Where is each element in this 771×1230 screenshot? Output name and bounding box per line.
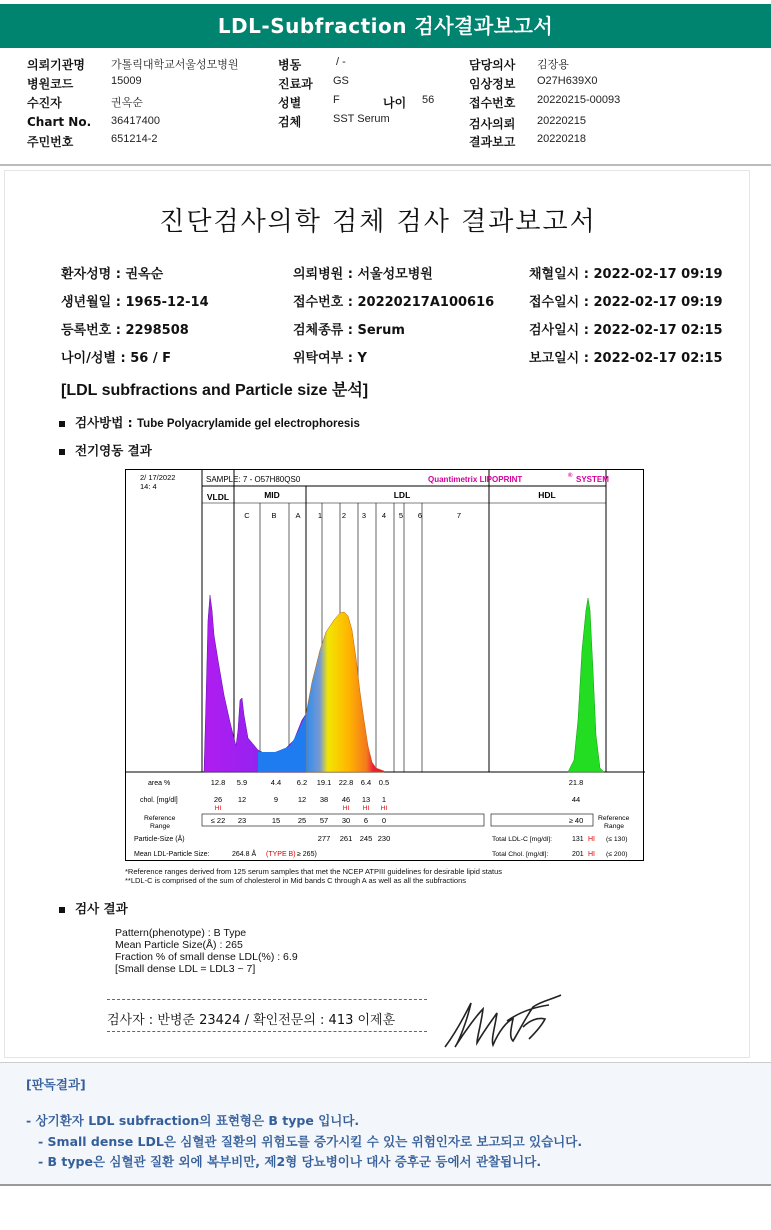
area-value: 0.5 [378,778,390,787]
value-clinical: O27H639X0 [537,75,598,87]
bullet-icon [59,421,65,427]
label-doctor: 담당의사 [469,58,516,72]
band-label: 6 [417,511,423,520]
info-birth: 생년월일 : 1965-12-14 [61,295,209,310]
area-value: 6.4 [360,778,372,787]
band-label: 1 [317,511,323,520]
info-reg-no: 등록번호 : 2298508 [61,323,189,338]
label-clinical: 임상정보 [469,77,516,91]
bullet-icon [59,907,65,913]
report-title: 진단검사의학 검체 검사 결과보고서 [159,207,597,237]
label-chart-no: Chart No. [27,115,92,129]
label-hospital-code: 병원코드 [27,77,74,91]
ref-label-right-2: Range [604,823,625,830]
total-ldl-label: Total LDL-C [mg/dl]: [492,836,553,843]
group-label: VLDL [206,492,230,502]
signature-top-line [107,999,427,1000]
area-value: 12.8 [210,778,226,787]
value-sex: F [333,94,340,106]
ref-value: 23 [237,816,247,825]
value-patient: 권옥순 [111,97,143,109]
divider [0,164,771,166]
electro-label: 전기영동 결과 [75,443,152,458]
result-summary [115,927,298,975]
area-value: 19.1 [316,778,332,787]
chart-brand-mark: ® [568,473,573,479]
ref-value: ≤ 22 [210,816,226,825]
interpretation-line-2: - Small dense LDL은 심혈관 질환의 위험도를 증가시킬 수 있는 위험인자로 보고되고 있습니다. [38,1134,583,1149]
chol-value: 46 [341,795,351,804]
row-label-chol: chol. [mg/dl] [140,797,178,804]
group-label: MID [264,490,280,500]
value-specimen: SST Serum [333,113,390,125]
info-test-time: 검사일시 : 2022-02-17 02:15 [529,323,723,338]
value-ward: / - [336,56,346,68]
chol-value: 12 [297,795,307,804]
group-label: HDL [538,490,556,500]
total-chol-label: Total Chol. [mg/dl]: [492,851,549,858]
value-doctor: 김장용 [537,59,569,71]
info-receipt-time: 접수일시 : 2022-02-17 09:19 [529,295,723,310]
area-value: 22.8 [338,778,354,787]
total-ldl-value: 131 [572,836,584,843]
mean-size-value: 264.8 Å [232,851,257,858]
row-label-area: area % [148,780,171,787]
mean-ref: ≥ 265) [297,851,317,858]
chol-value: 26 [213,795,223,804]
band-label: 7 [456,511,462,520]
band-label: B [271,511,277,520]
chol-value: 38 [319,795,329,804]
particle-value: 277 [317,834,331,843]
area-value: 5.9 [236,778,248,787]
band-label: 5 [398,511,404,520]
result-pattern: Pattern(phenotype) : B Type [115,927,247,939]
band-label: A [295,511,301,520]
ref-value: 15 [271,816,281,825]
result-line [59,899,128,917]
band-label: 2 [341,511,347,520]
chol-value: 12 [237,795,247,804]
method-label: 검사방법 : [75,415,138,430]
label-institution: 의뢰기관명 [27,58,85,72]
chol-value: 1 [381,795,387,804]
label-result-report: 결과보고 [469,135,516,149]
total-chol-flag: HI [588,851,595,858]
value-result-report: 20220218 [537,133,586,145]
electrophoresis-svg [126,470,645,862]
ref-value: 30 [341,816,351,825]
electrophoresis-chart [125,469,644,861]
row-label-ref: Reference [144,815,176,822]
method-value: Tube Polyacrylamide gel electrophoresis [137,418,360,430]
chart-brand: Quantimetrix LIPOPRINT [428,475,523,484]
area-value: 4.4 [270,778,282,787]
report-banner: LDL-Subfraction 검사결과보고서 [0,4,771,48]
method-line [59,413,360,431]
label-dept: 진료과 [278,77,313,91]
label-ward: 병동 [278,58,302,72]
interpretation-title: [판독결과] [26,1077,86,1092]
info-report-time: 보고일시 : 2022-02-17 02:15 [529,351,723,366]
mean-type: (TYPE B) [266,851,296,858]
row-label-ref-2: Range [150,823,171,830]
chol-hi-flag: HI [214,805,222,812]
chol-value: 13 [361,795,371,804]
bullet-icon [59,449,65,455]
result-sd-fraction: Fraction % of small dense LDL(%) : 6.9 [115,951,298,963]
chol-value: 9 [273,795,279,804]
area-hdl-value: 21.8 [568,778,584,787]
result-sd-def: [Small dense LDL = LDL3 ~ 7] [115,963,256,975]
electro-line [59,441,152,459]
label-rrn: 주민번호 [27,135,74,149]
info-specimen: 검체종류 : Serum [293,323,405,338]
particle-value: 230 [377,834,391,843]
ref-value: 57 [319,816,329,825]
hdl-peak [568,598,604,772]
result-label: 검사 결과 [75,901,128,916]
value-hospital-code: 15009 [111,75,142,87]
total-ldl-ref: (≤ 130) [606,836,628,843]
band-label: 4 [381,511,387,520]
value-chart-no: 36417400 [111,115,160,127]
chol-hi-flag: HI [342,805,350,812]
total-ldl-flag: HI [588,836,595,843]
info-receipt-no: 접수번호 : 20220217A100616 [293,295,495,310]
ref-value: 25 [297,816,307,825]
value-dept: GS [333,75,349,87]
label-patient: 수진자 [27,96,62,110]
info-outsourced: 위탁여부 : Y [293,351,367,366]
signature-image [437,991,567,1055]
info-collect-time: 채혈일시 : 2022-02-17 09:19 [529,267,723,282]
ref-value: 0 [381,816,387,825]
total-chol-ref: (≤ 200) [606,851,628,858]
label-request: 검사의뢰 [469,117,516,131]
section-title: [LDL subfractions and Particle size 분석] [61,382,369,399]
footnote-1: *Reference ranges derived from 125 serum samples that met the NCEP ATPIII guidelines for desirable lipid status [125,867,502,876]
info-patient-name: 환자성명 : 권옥순 [61,267,164,282]
particle-value: 261 [339,834,353,843]
chart-footnotes [125,867,502,885]
value-receipt: 20220215-00093 [537,94,621,106]
value-institution: 가톨릭대학교서울성모병원 [111,59,239,71]
chol-hi-flag: HI [380,805,388,812]
chol-hdl-value: 44 [571,795,581,804]
row-label-particle: Particle-Size (Å) [134,836,185,843]
label-receipt: 접수번호 [469,96,516,110]
row-label-mean: Mean LDL-Particle Size: [134,851,210,858]
report-page [4,170,750,1058]
interpretation-line-3: - B type은 심혈관 질환 외에 복부비만, 제2형 당뇨병이나 대사 증후군 등에서 관찰됩니다. [38,1154,542,1169]
chart-brand-suffix: SYSTEM [576,475,609,484]
ldl-peak [306,612,384,772]
value-age: 56 [422,94,435,106]
ref-value: 6 [363,816,369,825]
ref-label-right: Reference [598,815,630,822]
particle-value: 245 [359,834,373,843]
band-label: C [244,511,250,520]
mid-band-fill [258,714,306,772]
header-info [0,52,771,164]
interpretation-line-1: - 상기환자 LDL subfraction의 표현형은 B type 입니다. [26,1113,360,1128]
value-request: 20220215 [537,115,586,127]
value-rrn: 651214-2 [111,133,158,145]
total-chol-value: 201 [572,851,584,858]
info-hospital: 의뢰병원 : 서울성모병원 [293,267,433,282]
band-label: 3 [361,511,367,520]
label-age: 나이 [383,96,407,110]
interpretation-panel [0,1062,771,1186]
ref-hdl-value: ≥ 40 [568,816,584,825]
info-age-sex: 나이/성별 : 56 / F [61,351,172,366]
footnote-2: **LDL-C is comprised of the sum of cholesterol in Mid bands C through A as well as all the subfractions [125,876,467,885]
result-mean-size: Mean Particle Size(Å) : 265 [115,939,243,951]
label-sex: 성별 [278,96,302,110]
area-value: 6.2 [296,778,308,787]
chol-hi-flag: HI [362,805,370,812]
signature-bottom-line [107,1031,427,1032]
group-label: LDL [393,490,411,500]
signature-line: 검사자 : 반병준 23424 / 확인전문의 : 413 이제훈 [107,1013,396,1028]
chart-sample: SAMPLE: 7 - O57H80QS0 [206,475,301,484]
chart-time: 14: 4 [140,482,157,491]
chart-date: 2/ 17/2022 [140,473,176,482]
label-specimen: 검체 [278,115,302,129]
